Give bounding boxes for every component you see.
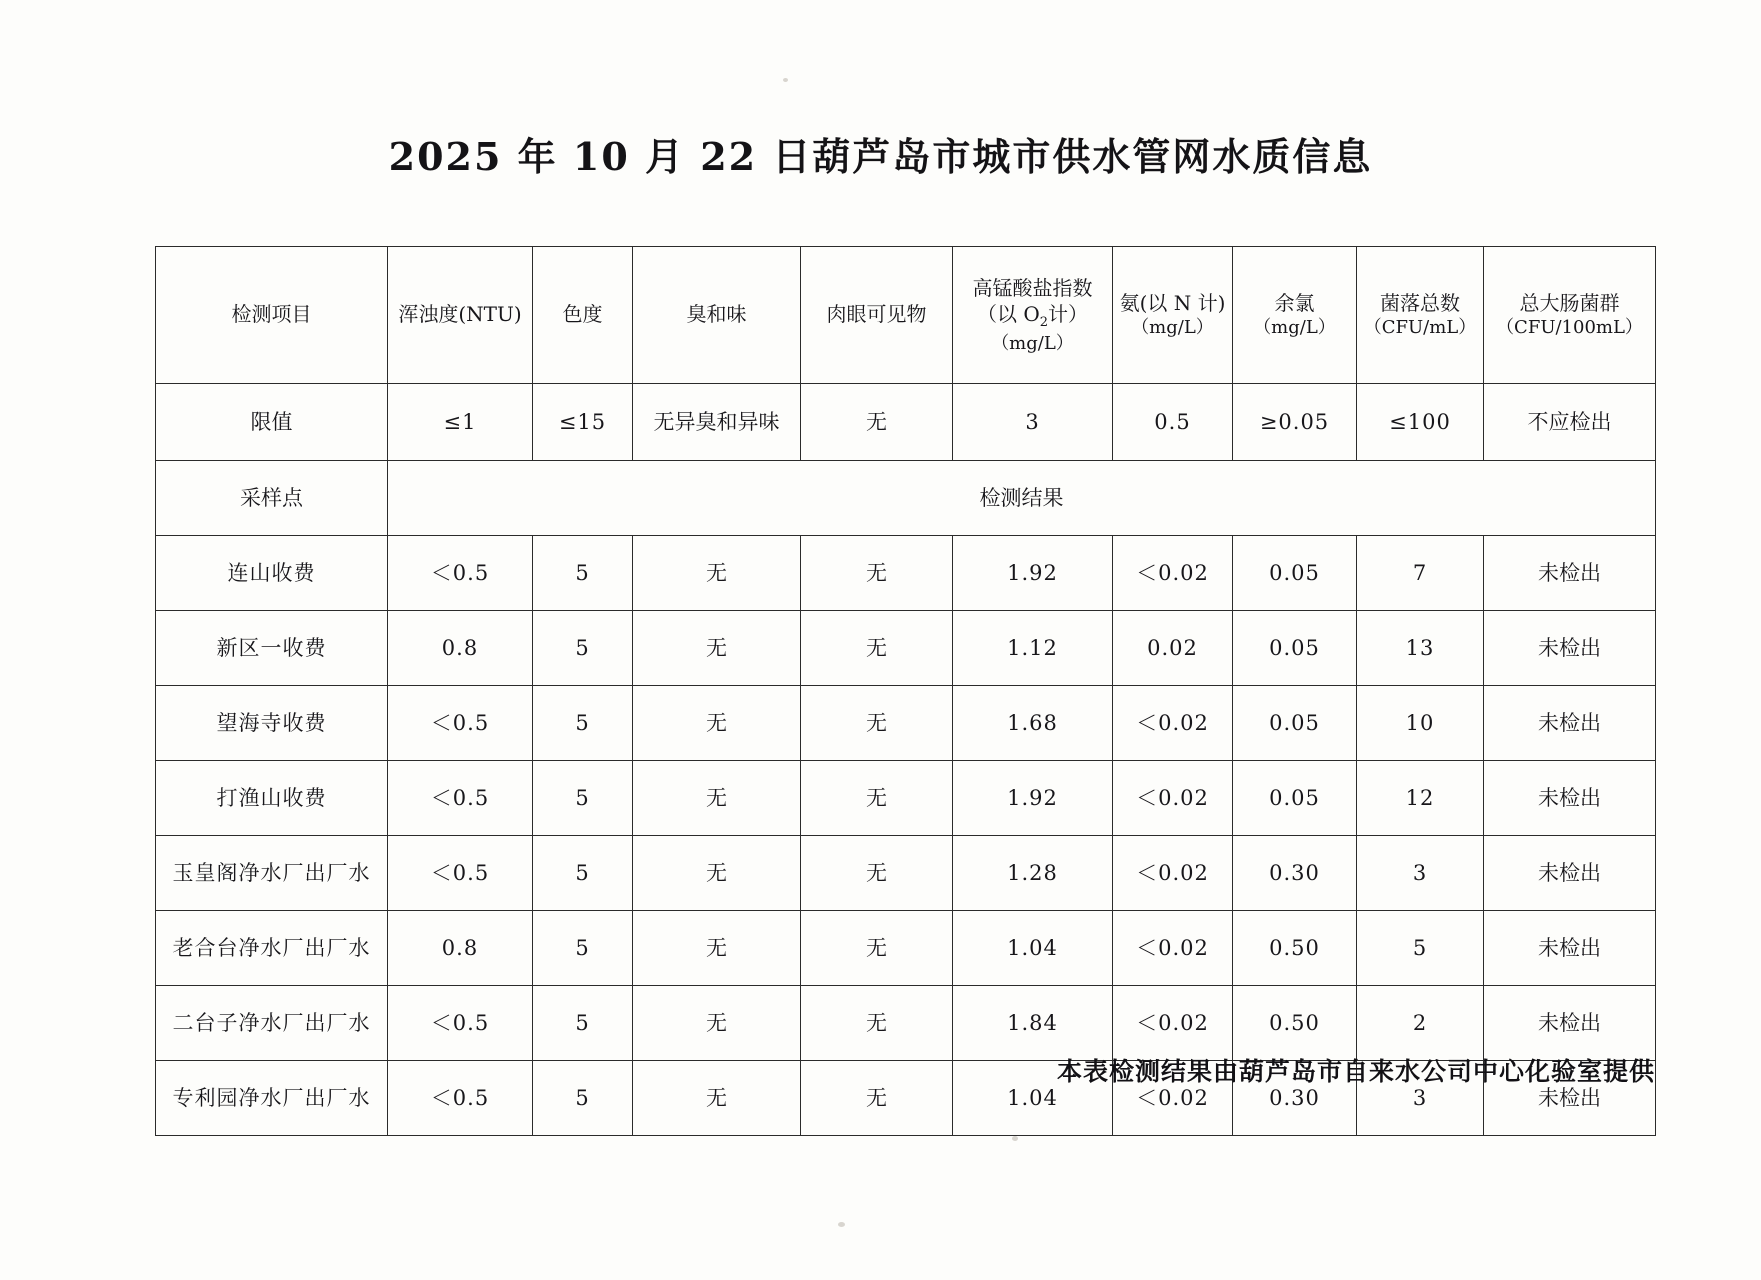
- row-colony: 13: [1357, 611, 1484, 686]
- header-cell-turbidity: 浑浊度(NTU): [388, 247, 533, 384]
- row-permanganate: 1.92: [953, 761, 1113, 836]
- row-ammonia: ＜0.02: [1113, 1061, 1233, 1136]
- colony-line-2: （CFU/mL）: [1363, 317, 1477, 339]
- table-row: [156, 836, 1656, 911]
- row-chroma: 5: [533, 836, 633, 911]
- limit-visible: 无: [801, 384, 953, 461]
- header-cell-item: 检测项目: [156, 247, 388, 384]
- colony-line-1: 菌落总数: [1380, 291, 1460, 316]
- row-colony: 5: [1357, 911, 1484, 986]
- row-colony: 12: [1357, 761, 1484, 836]
- row-odor: 无: [633, 986, 801, 1061]
- row-site: 打渔山收费: [156, 761, 388, 836]
- sample-header-row: [156, 461, 1656, 536]
- row-ammonia: ＜0.02: [1113, 911, 1233, 986]
- ammonia-line-2: （mg/L）: [1131, 317, 1214, 339]
- row-coliform: 未检出: [1484, 536, 1656, 611]
- row-odor: 无: [633, 611, 801, 686]
- table-row: [156, 911, 1656, 986]
- row-ammonia: ＜0.02: [1113, 761, 1233, 836]
- row-coliform: 未检出: [1484, 986, 1656, 1061]
- limit-row: [156, 384, 1656, 461]
- row-odor: 无: [633, 911, 801, 986]
- row-visible: 无: [801, 1061, 953, 1136]
- scan-speck: [783, 78, 788, 82]
- ammonia-line-1: 氨(以 N 计): [1119, 291, 1226, 316]
- table-row: [156, 761, 1656, 836]
- limit-chlorine: ≥0.05: [1233, 384, 1357, 461]
- row-turbidity: ＜0.5: [388, 986, 533, 1061]
- row-colony: 3: [1357, 836, 1484, 911]
- row-site: 二台子净水厂出厂水: [156, 986, 388, 1061]
- limit-colony: ≤100: [1357, 384, 1484, 461]
- row-chlorine: 0.50: [1233, 911, 1357, 986]
- row-odor: 无: [633, 536, 801, 611]
- row-colony: 7: [1357, 536, 1484, 611]
- header-cell-colony-count: [1357, 247, 1484, 384]
- page-title: 2025 年 10 月 22 日葫芦岛市城市供水管网水质信息: [388, 134, 1373, 179]
- limit-ammonia: 0.5: [1113, 384, 1233, 461]
- table-row: [156, 986, 1656, 1061]
- test-result-label: 检测结果: [388, 461, 1656, 536]
- header-cell-residual-chlorine: [1233, 247, 1357, 384]
- row-permanganate: 1.68: [953, 686, 1113, 761]
- scan-speck: [838, 1222, 845, 1227]
- chlorine-line-2: （mg/L）: [1253, 317, 1336, 339]
- row-odor: 无: [633, 761, 801, 836]
- limit-odor: 无异臭和异味: [633, 384, 801, 461]
- row-odor: 无: [633, 1061, 801, 1136]
- row-site: 望海寺收费: [156, 686, 388, 761]
- row-coliform: 未检出: [1484, 611, 1656, 686]
- limit-permanganate: 3: [953, 384, 1113, 461]
- permanganate-line-2: （以 $O_2$计）: [976, 301, 1089, 330]
- row-colony: 2: [1357, 986, 1484, 1061]
- row-ammonia: 0.02: [1113, 611, 1233, 686]
- row-chroma: 5: [533, 911, 633, 986]
- table-row: [156, 686, 1656, 761]
- row-chroma: 5: [533, 686, 633, 761]
- row-coliform: 未检出: [1484, 761, 1656, 836]
- limit-turbidity: ≤1: [388, 384, 533, 461]
- table-header-row: [156, 247, 1656, 384]
- row-colony: 3: [1357, 1061, 1484, 1136]
- row-site: 连山收费: [156, 536, 388, 611]
- table-row: [156, 536, 1656, 611]
- permanganate-line-3: （mg/L）: [991, 332, 1074, 354]
- row-chroma: 5: [533, 611, 633, 686]
- row-site: 老合台净水厂出厂水: [156, 911, 388, 986]
- row-turbidity: ＜0.5: [388, 836, 533, 911]
- row-visible: 无: [801, 911, 953, 986]
- row-site: 玉皇阁净水厂出厂水: [156, 836, 388, 911]
- row-odor: 无: [633, 686, 801, 761]
- row-coliform: 未检出: [1484, 911, 1656, 986]
- header-cell-coliform: [1484, 247, 1656, 384]
- row-chlorine: 0.50: [1233, 986, 1357, 1061]
- row-ammonia: ＜0.02: [1113, 686, 1233, 761]
- row-turbidity: ＜0.5: [388, 686, 533, 761]
- water-quality-table: [155, 246, 1655, 1136]
- row-permanganate: 1.92: [953, 536, 1113, 611]
- row-permanganate: 1.84: [953, 986, 1113, 1061]
- row-chlorine: 0.05: [1233, 761, 1357, 836]
- table-row: [156, 611, 1656, 686]
- header-cell-permanganate: [953, 247, 1113, 384]
- chlorine-line-1: 余氯: [1274, 291, 1315, 316]
- header-cell-ammonia: [1113, 247, 1233, 384]
- row-colony: 10: [1357, 686, 1484, 761]
- row-chroma: 5: [533, 1061, 633, 1136]
- row-visible: 无: [801, 986, 953, 1061]
- row-chroma: 5: [533, 536, 633, 611]
- row-chlorine: 0.05: [1233, 686, 1357, 761]
- row-site: 新区一收费: [156, 611, 388, 686]
- row-chroma: 5: [533, 761, 633, 836]
- scan-speck: [1012, 1136, 1018, 1141]
- row-visible: 无: [801, 761, 953, 836]
- row-chroma: 5: [533, 986, 633, 1061]
- coliform-line-2: （CFU/100mL）: [1496, 317, 1643, 339]
- permanganate-line-1: 高锰酸盐指数: [972, 275, 1093, 300]
- sample-point-label: 采样点: [156, 461, 388, 536]
- row-permanganate: 1.04: [953, 1061, 1113, 1136]
- header-cell-odor: 臭和味: [633, 247, 801, 384]
- row-permanganate: 1.04: [953, 911, 1113, 986]
- header-cell-chroma: 色度: [533, 247, 633, 384]
- row-coliform: 未检出: [1484, 1061, 1656, 1136]
- row-ammonia: ＜0.02: [1113, 986, 1233, 1061]
- row-permanganate: 1.28: [953, 836, 1113, 911]
- row-chlorine: 0.05: [1233, 611, 1357, 686]
- row-coliform: 未检出: [1484, 686, 1656, 761]
- limit-chroma: ≤15: [533, 384, 633, 461]
- header-cell-visible: 肉眼可见物: [801, 247, 953, 384]
- row-chlorine: 0.05: [1233, 536, 1357, 611]
- row-turbidity: 0.8: [388, 611, 533, 686]
- row-visible: 无: [801, 536, 953, 611]
- row-turbidity: 0.8: [388, 911, 533, 986]
- footnote: 本表检测结果由葫芦岛市自来水公司中心化验室提供: [1056, 1057, 1655, 1086]
- row-chlorine: 0.30: [1233, 1061, 1357, 1136]
- row-visible: 无: [801, 686, 953, 761]
- row-coliform: 未检出: [1484, 836, 1656, 911]
- limit-row-label: 限值: [156, 384, 388, 461]
- row-ammonia: ＜0.02: [1113, 536, 1233, 611]
- row-visible: 无: [801, 836, 953, 911]
- coliform-line-1: 总大肠菌群: [1519, 291, 1620, 316]
- row-visible: 无: [801, 611, 953, 686]
- row-odor: 无: [633, 836, 801, 911]
- row-ammonia: ＜0.02: [1113, 836, 1233, 911]
- row-turbidity: ＜0.5: [388, 536, 533, 611]
- row-chlorine: 0.30: [1233, 836, 1357, 911]
- row-turbidity: ＜0.5: [388, 1061, 533, 1136]
- row-permanganate: 1.12: [953, 611, 1113, 686]
- row-site: 专利园净水厂出厂水: [156, 1061, 388, 1136]
- limit-coliform: 不应检出: [1484, 384, 1656, 461]
- row-turbidity: ＜0.5: [388, 761, 533, 836]
